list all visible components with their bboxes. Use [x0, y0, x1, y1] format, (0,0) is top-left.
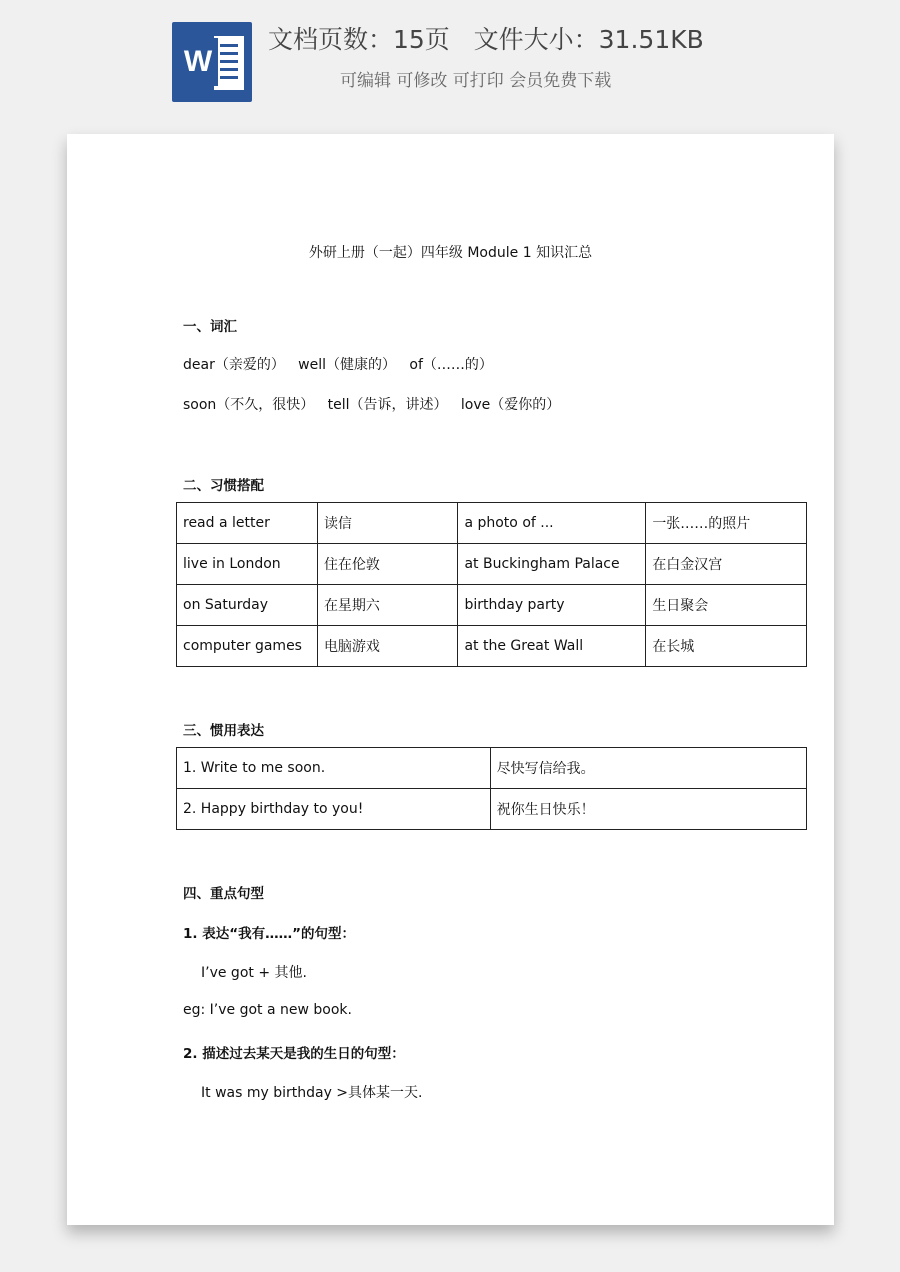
- table-cell: 生日聚会: [646, 585, 807, 626]
- word-letter-badge: W: [178, 38, 218, 86]
- table-cell: 祝你生日快乐！: [490, 789, 806, 830]
- table-cell: 在长城: [646, 626, 807, 667]
- expressions-table: [176, 747, 807, 830]
- section-heading-collocations: 二、习惯搭配: [183, 478, 264, 494]
- table-cell: 1. Write to me soon.: [177, 748, 491, 789]
- vocab-line: dear（亲爱的） well（健康的） of（……的）: [183, 357, 493, 373]
- table-cell: 在星期六: [317, 585, 458, 626]
- table-cell: live in London: [177, 544, 318, 585]
- document-info-header: [0, 0, 900, 120]
- document-stats-title: 文档页数：15页 文件大小：31.51KB: [268, 25, 704, 54]
- table-cell: 读信: [317, 503, 458, 544]
- word-document-icon: [172, 22, 252, 102]
- table-cell: at the Great Wall: [458, 626, 646, 667]
- table-row: [177, 503, 807, 544]
- pattern-heading: 2. 描述过去某天是我的生日的句型：: [183, 1046, 405, 1062]
- pattern-line: I’ve got + 其他.: [201, 965, 307, 981]
- document-features-subtitle: 可编辑 可修改 可打印 会员免费下载: [340, 71, 612, 91]
- table-row: [177, 585, 807, 626]
- table-cell: birthday party: [458, 585, 646, 626]
- table-cell: 在白金汉宫: [646, 544, 807, 585]
- document-lines-graphic: [214, 36, 244, 90]
- section-heading-sentence-patterns: 四、重点句型: [183, 886, 264, 902]
- document-title: 外研上册（一起）四年级 Module 1 知识汇总: [308, 245, 593, 261]
- table-cell: 一张……的照片: [646, 503, 807, 544]
- table-row: [177, 626, 807, 667]
- vocab-line: soon（不久，很快） tell（告诉，讲述） love（爱你的）: [183, 397, 561, 413]
- table-row: [177, 544, 807, 585]
- table-cell: 2. Happy birthday to you!: [177, 789, 491, 830]
- pattern-line: It was my birthday >具体某一天.: [201, 1085, 423, 1101]
- table-cell: computer games: [177, 626, 318, 667]
- table-row: [177, 748, 807, 789]
- document-page: [67, 134, 834, 1225]
- collocations-table: [176, 502, 807, 667]
- table-cell: a photo of ...: [458, 503, 646, 544]
- section-heading-expressions: 三、惯用表达: [183, 723, 264, 739]
- table-cell: at Buckingham Palace: [458, 544, 646, 585]
- pattern-example: eg: I’ve got a new book.: [183, 1002, 352, 1018]
- section-heading-vocabulary: 一、词汇: [183, 319, 237, 335]
- table-cell: 尽快写信给我。: [490, 748, 806, 789]
- table-cell: read a letter: [177, 503, 318, 544]
- table-cell: 电脑游戏: [317, 626, 458, 667]
- table-row: [177, 789, 807, 830]
- table-cell: on Saturday: [177, 585, 318, 626]
- pattern-heading: 1. 表达“我有……”的句型：: [183, 926, 355, 942]
- table-cell: 住在伦敦: [317, 544, 458, 585]
